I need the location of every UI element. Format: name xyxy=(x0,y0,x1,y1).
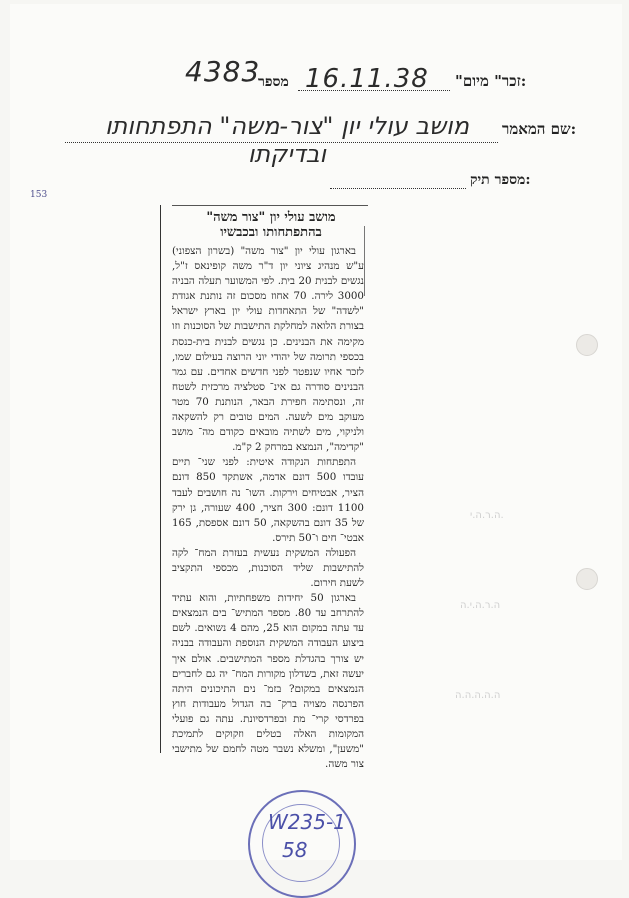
clipping-right-rule xyxy=(364,226,365,296)
clipping-side-rule xyxy=(160,205,161,753)
article-paragraph: בארגון עולי יון "צור משה" (בשרון הצפוני) ע"ש מנהיג ציוני יון ד"ר משה קופינאס ז"ל, נגשים לבנית 20 בית. לפי המשוער תעלה הבניה 3000 לירה. 70 אחוז מסכום זה נותנת אגודת "לשדה" של התאחדות עולי יון בארץ ישראל בצורת הלואה למחלקת התישבות של הסוכנות וזו מקימה את הבנינים. כן נגשים לבנית בית-כנסת בכספי תרומה של יהודי יוני הרוצה בעילום שמו, לזכר אחיו שנפטר לפני חדשים אחדים. עם גמר הבנינים סודרה גם אינ־ סטלציה מרכזית לשטח זה, ונסתימה חפירת הבאר, הנותנת 70 מטר מעוקב מים לשעה. המים טובים רק להשקאה ולניקוי, מים לשתיה מובאים כקודם מה־ מושב "קדימה", הנמצא במרחק 2 ק"מ. xyxy=(172,245,365,454)
stamp-number-secondary: 58 xyxy=(282,838,308,862)
file-number-label: מספר תיק: xyxy=(470,172,531,188)
bleed-through-mark: ה.ה.ה.ה.ה xyxy=(455,690,501,701)
article-paragraph: בארגון 50 יחידות משפחתיות, והוא עתיד להתרחב עד 80. מספר המתיש־ בים הנמצאים עד עתה במקום הוא 25, מהם 4 נשואים. לשם ביצוע העבודה המשקית הנוספת והעבודה בבניה יש צורך בהגדלת מספר המתישבים. אולם איך יעשה זאת, בשדלון מקורות המח־ יה גם לחברים הנמצאים במקום? בזמ־ נים התיכונים היתה הפרנסה מצויה ברק־ בה הגדול מעבודות חוץ בפרדסי קרי־ מת ובפרדסיונת. עתה גם פועלי המקומות האלה בטלים וזקוקים לתמיכת "משען", ומשלא נשבר מטה לחמם של מתישבי צור משה. xyxy=(172,592,364,771)
punch-hole xyxy=(576,334,598,356)
punch-hole xyxy=(576,568,598,590)
article-headline: מושב עולי יון "צור משה" בהתפתחותו ובכבשיו xyxy=(206,210,336,240)
article-paragraph: הפעולה המשקית נעשית בעזרת המח־ לקה להתישבות שליד הסוכנות, מכספי התקציב לשעת חירום. xyxy=(172,546,364,590)
bleed-through-mark: ה.ר.ה.י. xyxy=(470,510,504,521)
bleed-through-mark: ה.ר.ה.י.ה xyxy=(460,600,501,611)
newspaper-date-label: "זכר" מיום: xyxy=(455,72,527,90)
article-subject: מושב עולי יון "צור-משה" התפתחותו ובדיקתו xyxy=(104,112,470,168)
archive-number: 4383 xyxy=(185,55,261,88)
date-value: 16.11.38 xyxy=(305,64,429,94)
file-number-line xyxy=(330,170,466,189)
number-label: מספר xyxy=(258,74,289,90)
article-paragraph: התפתחות הנקודה איטית: לפני שני־ תיים עובדו 500 דונם אדמה, אשתקד 850 דונם הציר, אבטיחים וירקות. השו־ נה חושבים לעבד 1100 דונם: 300 חציר, 400 שעורה, גן ירק של 35 דונם בהשקאה, 50 דונם אספסת, 165 אבטי־ חים ו־50 תירס. xyxy=(172,456,364,544)
stamp-number: W235-1 xyxy=(268,810,346,834)
margin-note: 153 xyxy=(30,190,48,200)
article-name-label: שם המאמר: xyxy=(502,120,577,138)
clipping-top-rule xyxy=(172,205,368,206)
article-body xyxy=(172,244,364,772)
